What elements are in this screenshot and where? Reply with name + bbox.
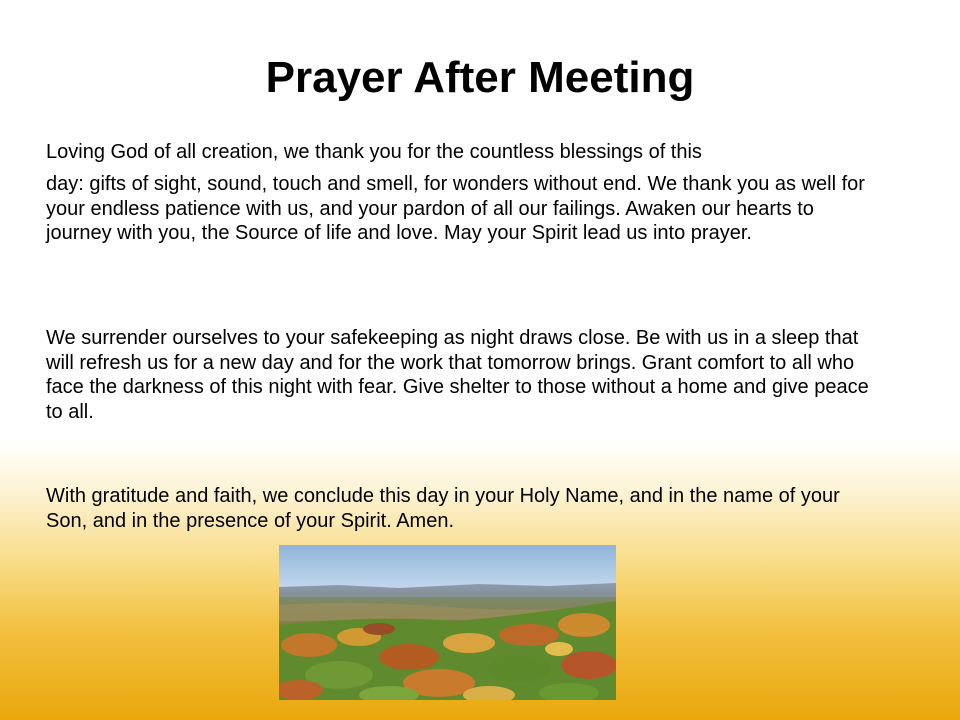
paragraph-1-first-line: Loving God of all creation, we thank you for the countless blessings of this xyxy=(46,141,702,163)
paragraph-3: With gratitude and faith, we conclude this day in your Holy Name, and in the name of your Son, and in the presence of your Spirit. Amen. xyxy=(46,485,840,532)
autumn-landscape-photo xyxy=(279,545,616,700)
slide-title: Prayer After Meeting xyxy=(265,53,695,102)
paragraph-1-continued: day: gifts of sight, sound, touch and smell, for wonders without end. We thank you as well for your endless patience with us, and your pardon of all our failings. Awaken our hearts to journey with you, the Source of life and love. May your Spirit lead us into prayer. xyxy=(46,173,865,244)
paragraph-2: We surrender ourselves to your safekeeping as night draws close. Be with us in a sleep that will refresh us for a new day and for the work that tomorrow brings. Grant comfort to all who face the darkness of this night with fear. Give shelter to those without a home and give peace to all. xyxy=(46,327,869,423)
